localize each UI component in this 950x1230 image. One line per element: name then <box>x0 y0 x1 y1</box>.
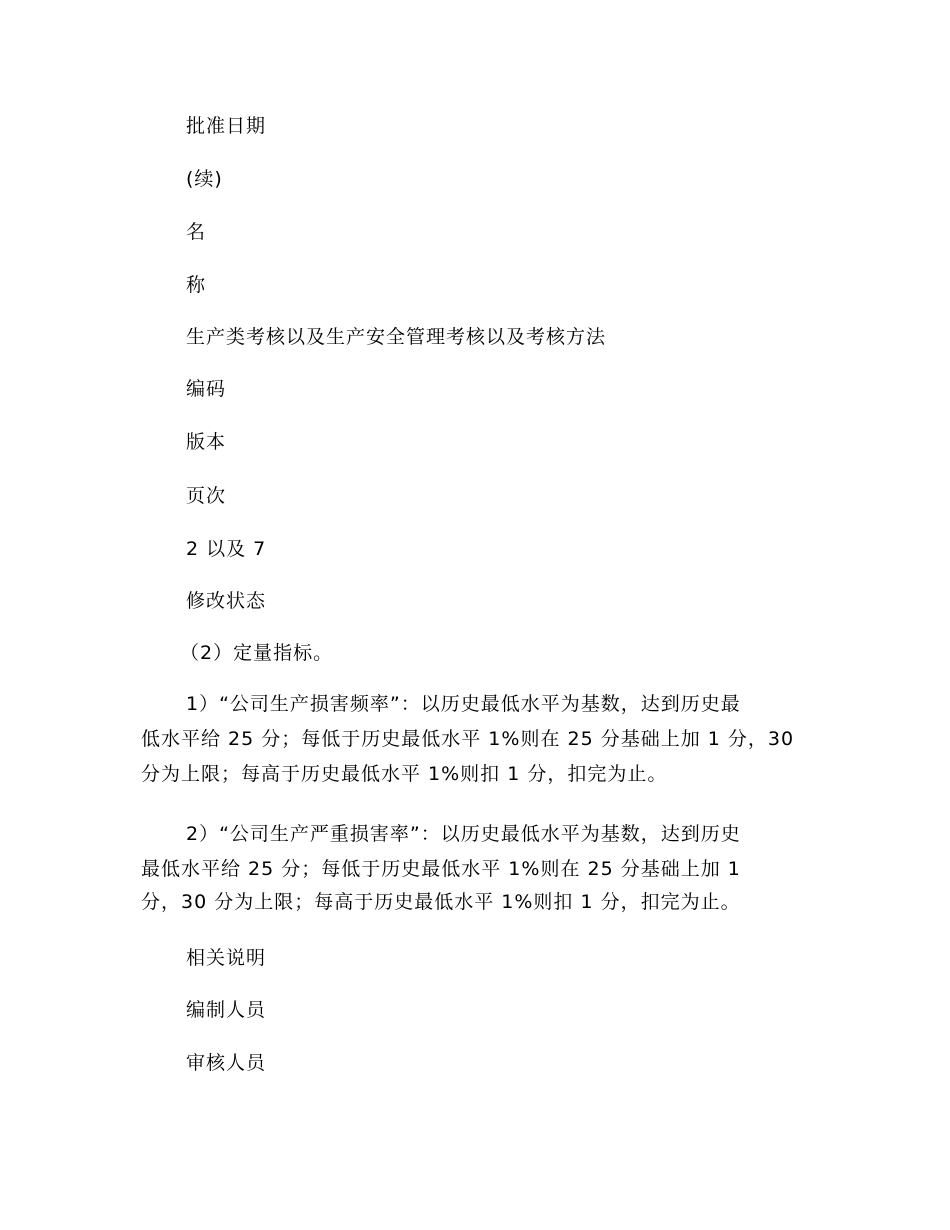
paragraph-severe-damage-rate <box>141 821 813 916</box>
section-heading-quantitative: （2）定量指标。 <box>180 642 334 664</box>
related-notes-label: 相关说明 <box>186 947 267 969</box>
continued-label: (续) <box>186 168 223 190</box>
paragraph-line: 分，30 分为上限；每高于历史最低水平 1%则扣 1 分，扣完为止。 <box>141 891 741 913</box>
page-number-value: 2 以及 7 <box>186 538 267 560</box>
prepared-by-label: 编制人员 <box>186 999 267 1021</box>
paragraph-line: 分为上限；每高于历史最低水平 1%则扣 1 分，扣完为止。 <box>141 763 668 785</box>
paragraph-line: 低水平给 25 分；每低于历史最低水平 1%则在 25 分基础上加 1 分，30 <box>141 728 795 750</box>
paragraph-line: 1）“公司生产损害频率”：以历史最低水平为基数，达到历史最 <box>186 693 741 715</box>
version-label: 版本 <box>186 431 227 453</box>
name-label-part2: 称 <box>186 274 207 296</box>
name-label-part1: 名 <box>186 221 207 243</box>
document-title: 生产类考核以及生产安全管理考核以及考核方法 <box>186 326 607 348</box>
revision-status-label: 修改状态 <box>186 590 267 612</box>
page-count-label: 页次 <box>186 485 227 507</box>
code-label: 编码 <box>186 378 227 400</box>
paragraph-line: 最低水平给 25 分；每低于历史最低水平 1%则在 25 分基础上加 1 <box>141 858 741 880</box>
reviewed-by-label: 审核人员 <box>186 1052 267 1074</box>
paragraph-damage-frequency <box>141 687 813 792</box>
paragraph-line: 2）“公司生产严重损害率”：以历史最低水平为基数，达到历史 <box>186 823 741 845</box>
approval-date-label: 批准日期 <box>186 115 267 137</box>
